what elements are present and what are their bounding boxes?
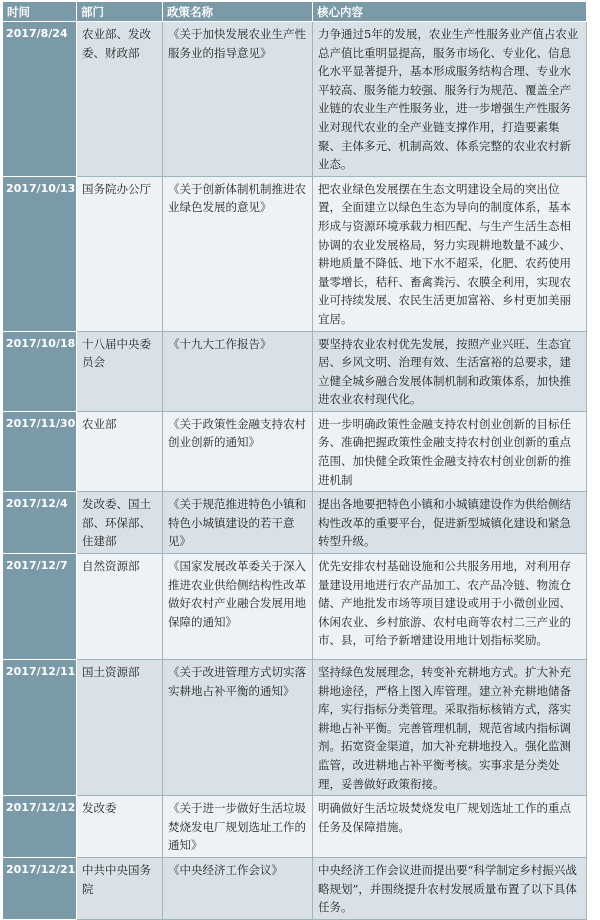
row-policy: 《关于创新体制机制推进农业绿色发展的意见》 [163, 176, 313, 331]
row-content: 中央经济工作会议进而提出要“科学制定乡村振兴战略规划”，并围绕提升农村发展质量布置了以下具体任务。 [313, 857, 587, 919]
policy-table [2, 1, 587, 920]
header-row [3, 2, 587, 22]
row-date: 2017/10/18 [3, 331, 77, 411]
row-policy: 《关于进一步做好生活垃圾焚烧发电厂规划选址工作的通知》 [163, 796, 313, 858]
row-content: 进一步明确政策性金融支持农村创业创新的目标任务、准确把握政策性金融支持农村创业创新的重点范围、加快健全政策性金融支持农村创业创新的推进机制 [313, 411, 587, 491]
row-content: 力争通过5年的发展，农业生产性服务业产值占农业总产值比重明显提高，服务市场化、专业化、信息化水平显著提升，基本形成服务结构合理、专业水平较高、服务能力较强、服务行为规范、覆盖全产业链的农业生产性服务业，进一步增强生产性服务业对现代农业的全产业链支撑作用，打造要素集聚、主体多元、机制高效、体系完整的农业农村新业态。 [313, 22, 587, 177]
table-row [3, 492, 587, 554]
table-body [3, 22, 587, 920]
header-content: 核心内容 [313, 2, 587, 22]
row-content: 坚持绿色发展理念，转变补充耕地方式。扩大补充耕地途径，严格上图入库管理。建立补充耕地储备库，实行指标分类管理。采取指标核销方式，落实耕地占补平衡。完善管理机制，规范省域内指标调剂。拓宽资金渠道，加大补充耕地投入。强化监测监管，改进耕地占补平衡考核。实事求是分类处理，妥善做好政策衔接。 [313, 660, 587, 796]
row-department: 自然资源部 [77, 554, 163, 660]
table-row [3, 857, 587, 919]
row-date: 2017/8/24 [3, 22, 77, 177]
table-row [3, 796, 587, 858]
table-row [3, 554, 587, 660]
row-content: 要坚持农业农村优先发展，按照产业兴旺、生态宜居、乡风文明、治理有效、生活富裕的总要求，建立健全城乡融合发展体制机制和政策体系，加快推进农业农村现代化。 [313, 331, 587, 411]
table-row [3, 660, 587, 796]
row-policy: 《中央经济工作会议》 [163, 857, 313, 919]
table-row [3, 411, 587, 491]
header-date: 时间 [3, 2, 77, 22]
row-date: 2017/12/7 [3, 554, 77, 660]
header-policy: 政策名称 [163, 2, 313, 22]
row-content: 把农业绿色发展摆在生态文明建设全局的突出位置，全面建立以绿色生态为导向的制度体系，基本形成与资源环境承载力相匹配、与生产生活生态相协调的农业发展格局，努力实现耕地数量不减少、耕地质量不降低、地下水不超采，化肥、农药使用量零增长，秸秆、畜禽粪污、农膜全利用，实现农业可持续发展、农民生活更加富裕、乡村更加美丽宜居。 [313, 176, 587, 331]
row-department: 国土资源部 [77, 660, 163, 796]
row-date: 2017/10/13 [3, 176, 77, 331]
row-date: 2017/12/4 [3, 492, 77, 554]
row-department: 发改委、国土部、环保部、住建部 [77, 492, 163, 554]
row-policy: 《十九大工作报告》 [163, 331, 313, 411]
row-content: 优先安排农村基础设施和公共服务用地，对利用存量建设用地进行农产品加工、农产品冷链、物流仓储、产地批发市场等项目建设或用于小微创业园、休闲农业、乡村旅游、农村电商等农村二三产业的市、县，可给予新增建设用地计划指标奖励。 [313, 554, 587, 660]
row-policy: 《关于政策性金融支持农村创业创新的通知》 [163, 411, 313, 491]
table-header [3, 2, 587, 22]
row-policy: 《国家发展改革委关于深入推进农业供给侧结构性改革做好农村产业融合发展用地保障的通知》 [163, 554, 313, 660]
row-department: 农业部 [77, 411, 163, 491]
row-content: 提出各地要把特色小镇和小城镇建设作为供给侧结构性改革的重要平台，促进新型城镇化建设和紧急转型升级。 [313, 492, 587, 554]
row-department: 发改委 [77, 796, 163, 858]
row-date: 2017/12/11 [3, 660, 77, 796]
row-department: 十八届中央委员会 [77, 331, 163, 411]
row-date: 2017/12/12 [3, 796, 77, 858]
header-department: 部门 [77, 2, 163, 22]
table-row [3, 176, 587, 331]
row-policy: 《关于规范推进特色小镇和特色小城镇建设的若干意见》 [163, 492, 313, 554]
table-row [3, 22, 587, 177]
row-policy: 《关于加快发展农业生产性服务业的指导意见》 [163, 22, 313, 177]
row-policy: 《关于改进管理方式切实落实耕地占补平衡的通知》 [163, 660, 313, 796]
row-content: 明确做好生活垃圾焚烧发电厂规划选址工作的重点任务及保障措施。 [313, 796, 587, 858]
row-date: 2017/12/21 [3, 857, 77, 919]
row-date: 2017/11/30 [3, 411, 77, 491]
row-department: 国务院办公厅 [77, 176, 163, 331]
table-row [3, 331, 587, 411]
row-department: 农业部、发改委、财政部 [77, 22, 163, 177]
row-department: 中共中央国务院 [77, 857, 163, 919]
